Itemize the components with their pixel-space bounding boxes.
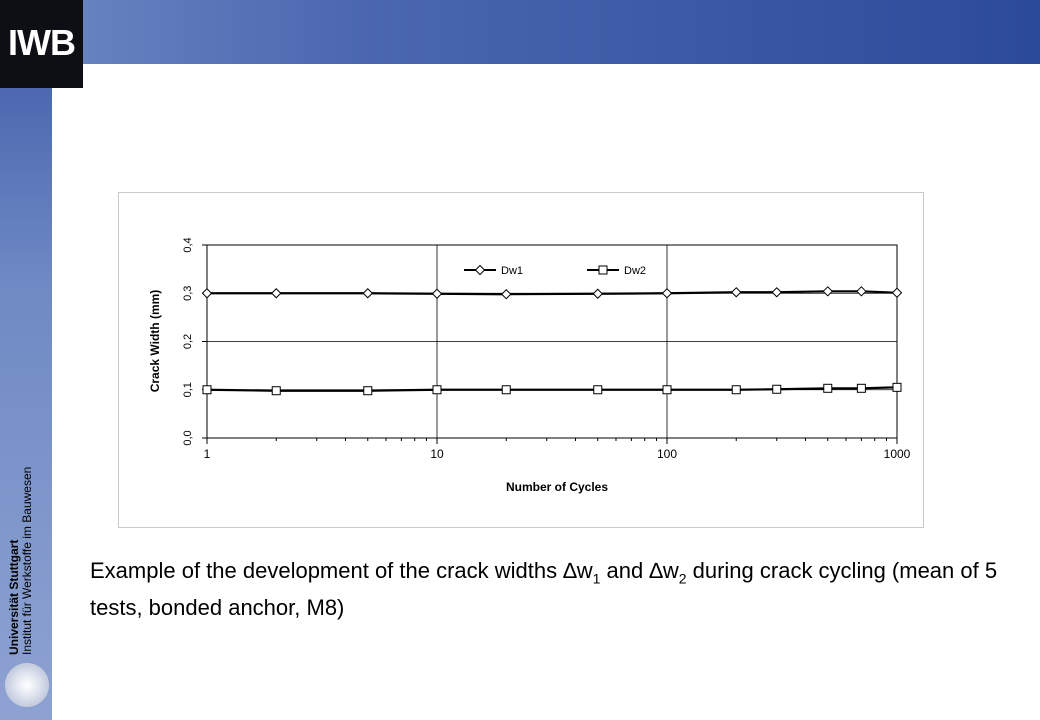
y-axis-title: Crack Width (mm) [148,289,162,393]
subscript-2: 2 [678,570,687,587]
legend-label-dw2: Dw2 [624,265,647,277]
figure-caption [90,556,1010,623]
axis-layer [182,237,911,461]
data-point-dw2 [364,387,372,395]
data-point-dw1 [893,288,902,297]
data-point-dw2 [502,386,510,394]
university-seal-icon [5,663,49,707]
institution-label [8,395,34,655]
data-point-dw2 [272,387,280,395]
y-tick-label: 0,1 [182,382,194,398]
legend [464,265,646,277]
x-tick-label: 1 [203,447,211,461]
data-point-dw2 [203,386,211,394]
x-axis-title: Number of Cycles [505,480,609,494]
data-point-dw2 [893,383,901,391]
x-tick-label: 100 [656,447,678,461]
series-layer [203,287,902,395]
legend-marker-dw2 [599,266,607,274]
delta-symbol-1: ∆ [563,558,577,583]
x-tick-label: 1000 [883,447,911,461]
crack-width-chart [119,193,923,527]
legend-marker-dw1 [476,266,485,275]
data-point-dw1 [823,287,832,296]
legend-label-dw1: Dw1 [501,265,524,277]
iwb-logo [0,0,83,88]
data-point-dw1 [502,290,511,299]
data-point-dw1 [272,289,281,298]
logo-text: IWB [8,22,75,63]
data-point-dw2 [824,384,832,392]
series-line-dw2 [207,387,897,390]
x-tick-label: 10 [430,447,444,461]
subscript-1: 1 [592,570,601,587]
caption-middle: and [600,558,650,583]
data-point-dw2 [857,384,865,392]
data-point-dw1 [363,289,372,298]
grid-layer [207,245,897,438]
caption-prefix: Example of the development of the crack widths [90,558,564,583]
data-point-dw2 [433,386,441,394]
data-point-dw1 [433,289,442,298]
data-point-dw2 [732,386,740,394]
institute-name: Institut für Werkstoffe im Bauwesen [20,466,34,655]
y-tick-label: 0,4 [182,237,194,253]
data-point-dw2 [773,385,781,393]
y-tick-label: 0,0 [182,430,194,446]
y-tick-label: 0,2 [182,333,194,350]
university-name: Universität Stuttgart [7,539,21,655]
w-symbol-2: w [662,558,679,583]
w-symbol-1: w [576,558,593,583]
data-point-dw1 [857,287,866,296]
data-point-dw1 [593,289,602,298]
top-banner [0,0,1040,64]
data-point-dw1 [663,289,672,298]
caption-suffix: during crack cycling (mean of 5 tests, bonded anchor, M8) [90,558,998,621]
chart-frame [118,192,924,528]
series-line-dw1 [207,291,897,294]
delta-symbol-2: ∆ [649,558,663,583]
data-point-dw1 [772,288,781,297]
data-point-dw2 [663,386,671,394]
data-point-dw1 [203,289,212,298]
data-point-dw2 [594,386,602,394]
y-tick-label: 0,3 [182,285,194,301]
data-point-dw1 [732,288,741,297]
